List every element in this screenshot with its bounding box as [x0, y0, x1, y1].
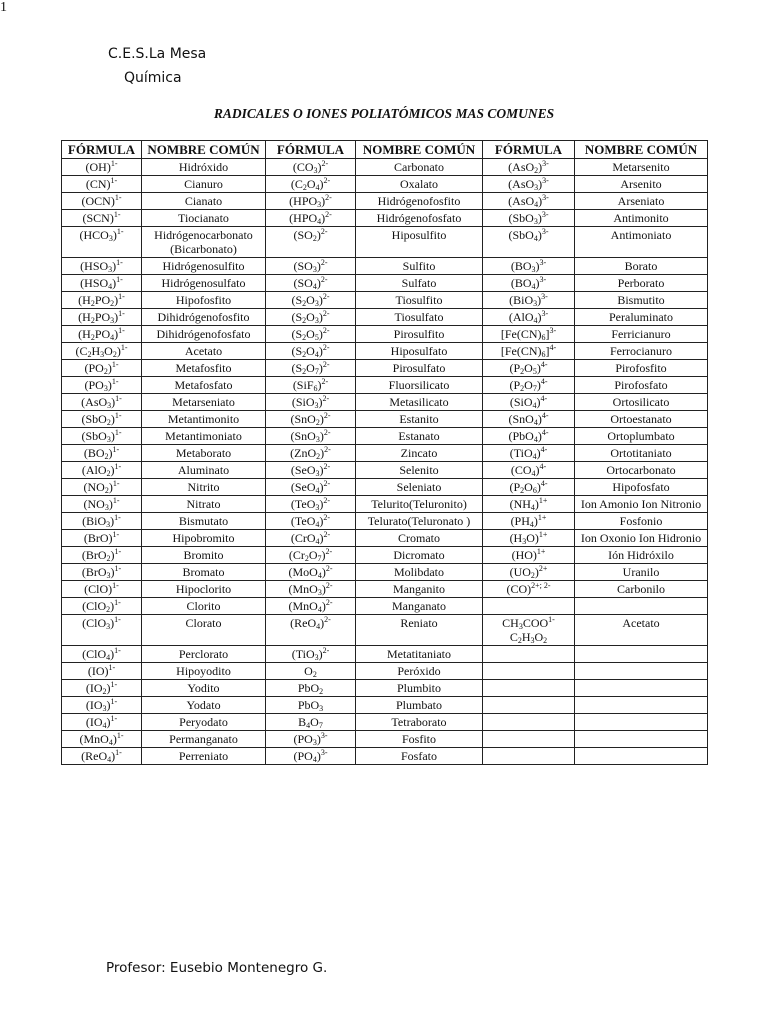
table-row [62, 176, 708, 193]
table-row [62, 564, 708, 581]
table-row [62, 697, 708, 714]
common-name-cell: Metarsenito [575, 159, 708, 176]
table-row [62, 275, 708, 292]
formula-cell: $(AlO_4)^{3-}$ [483, 309, 575, 326]
formula-cell: $(MnO_4)^{2-}$ [266, 598, 356, 615]
common-name-cell: Zincato [356, 445, 483, 462]
common-name-cell: Manganito [356, 581, 483, 598]
formula-cell: $CH_3COO^{1-}$ $C_2H_3O_2$ [483, 615, 575, 646]
common-name-cell: Pirofosfato [575, 377, 708, 394]
common-name-cell: Manganato [356, 598, 483, 615]
formula-cell: $(SnO_4)^{4-}$ [483, 411, 575, 428]
formula-cell: $(P_2O_7)^{4-}$ [483, 377, 575, 394]
column-header: FÓRMULA [266, 141, 356, 159]
formula-cell: $(TeO_3)^{2-}$ [266, 496, 356, 513]
table-row [62, 210, 708, 227]
common-name-cell: Sulfito [356, 258, 483, 275]
common-name-cell: Estanito [356, 411, 483, 428]
table-row [62, 680, 708, 697]
common-name-cell: Metantimonito [142, 411, 266, 428]
common-name-cell: Bromato [142, 564, 266, 581]
formula-cell: (OH)$^{1-}$ [62, 159, 142, 176]
formula-cell: PbO$_3$ [266, 697, 356, 714]
formula-cell: (HO)$^{1+}$ [483, 547, 575, 564]
common-name-cell: Dicromato [356, 547, 483, 564]
formula-cell: $(HPO_4)^{2-}$ [266, 210, 356, 227]
page-number: 1 [0, 0, 7, 15]
formula-cell: $(HSO_4)^{1-}$ [62, 275, 142, 292]
common-name-cell: Dihidrógenofosfato [142, 326, 266, 343]
formula-cell: $(H_2PO_4)^{1-}$ [62, 326, 142, 343]
common-name-cell: Ortosilicato [575, 394, 708, 411]
formula-cell: $(SiO_3)^{2-}$ [266, 394, 356, 411]
formula-cell: $(PbO_4)^{4-}$ [483, 428, 575, 445]
common-name-cell: Hidrógenofosfato [356, 210, 483, 227]
formula-cell [483, 748, 575, 765]
formula-cell: $(AsO_3)^{3-}$ [483, 176, 575, 193]
common-name-cell: Perclorato [142, 646, 266, 663]
table-row [62, 258, 708, 275]
table-row [62, 615, 708, 646]
table-row [62, 428, 708, 445]
common-name-cell: Hipobromito [142, 530, 266, 547]
table-row [62, 445, 708, 462]
formula-cell: $(IO_2)^{1-}$ [62, 680, 142, 697]
formula-cell: $(BrO_3)^{1-}$ [62, 564, 142, 581]
table-row [62, 513, 708, 530]
common-name-cell: Hipoclorito [142, 581, 266, 598]
common-name-cell [575, 714, 708, 731]
common-name-cell: Dihidrógenofosfito [142, 309, 266, 326]
formula-cell: $(MoO_4)^{2-}$ [266, 564, 356, 581]
common-name-cell: Metatitaniato [356, 646, 483, 663]
common-name-cell: Ion Oxonio Ion Hidronio [575, 530, 708, 547]
common-name-cell: Hidróxido [142, 159, 266, 176]
common-name-cell: Hidrógenosulfato [142, 275, 266, 292]
table-row [62, 530, 708, 547]
formula-cell: $(SiF_6)^{2-}$ [266, 377, 356, 394]
table-row [62, 479, 708, 496]
common-name-cell [575, 663, 708, 680]
formula-cell: $(PO_3)^{3-}$ [266, 731, 356, 748]
common-name-cell: Cromato [356, 530, 483, 547]
formula-cell: (CN)$^{1-}$ [62, 176, 142, 193]
common-name-cell: Peróxido [356, 663, 483, 680]
formula-cell: $[Fe(CN)_6]^{4-}$ [483, 343, 575, 360]
common-name-cell: Bromito [142, 547, 266, 564]
formula-cell: $(SbO_3)^{3-}$ [483, 210, 575, 227]
common-name-cell [575, 748, 708, 765]
common-name-cell: Hidrógenofosfito [356, 193, 483, 210]
table-row [62, 663, 708, 680]
formula-cell: (ClO)$^{1-}$ [62, 581, 142, 598]
table-row [62, 496, 708, 513]
common-name-cell: Ion Amonio Ion Nitronio [575, 496, 708, 513]
common-name-cell: Metafosfito [142, 360, 266, 377]
formula-cell: $(IO_4)^{1-}$ [62, 714, 142, 731]
table-row [62, 748, 708, 765]
common-name-cell: Hidrógenocarbonato (Bicarbonato) [142, 227, 266, 258]
common-name-cell: Nitrito [142, 479, 266, 496]
common-name-cell: Arseniato [575, 193, 708, 210]
formula-cell: $(SbO_3)^{1-}$ [62, 428, 142, 445]
common-name-cell: Pirosulfato [356, 360, 483, 377]
table-row [62, 377, 708, 394]
table-row [62, 411, 708, 428]
common-name-cell: Permanganato [142, 731, 266, 748]
formula-cell [483, 714, 575, 731]
common-name-cell: Peryodato [142, 714, 266, 731]
formula-cell: $(S_2O_5)^{2-}$ [266, 326, 356, 343]
common-name-cell: Sulfato [356, 275, 483, 292]
common-name-cell: Antimoniato [575, 227, 708, 258]
common-name-cell: Acetato [575, 615, 708, 646]
table-row [62, 292, 708, 309]
common-name-cell: Perborato [575, 275, 708, 292]
common-name-cell [575, 731, 708, 748]
formula-cell: $(TiO_4)^{4-}$ [483, 445, 575, 462]
formula-cell: $(SeO_4)^{2-}$ [266, 479, 356, 496]
formula-cell [483, 697, 575, 714]
formula-cell: $(UO_2)^{2+}$ [483, 564, 575, 581]
common-name-cell: Clorato [142, 615, 266, 646]
common-name-cell: Pirofosfito [575, 360, 708, 377]
common-name-cell: Bismutato [142, 513, 266, 530]
formula-cell: (IO)$^{1-}$ [62, 663, 142, 680]
common-name-cell: Fosfonio [575, 513, 708, 530]
formula-cell: $(S_2O_3)^{2-}$ [266, 292, 356, 309]
common-name-cell: Fluorsilicato [356, 377, 483, 394]
formula-cell: $(BrO_2)^{1-}$ [62, 547, 142, 564]
formula-cell: $(ClO_3)^{1-}$ [62, 615, 142, 646]
subject-name: Química [124, 70, 182, 86]
common-name-cell: Fosfato [356, 748, 483, 765]
formula-cell: (SCN)$^{1-}$ [62, 210, 142, 227]
table-row [62, 360, 708, 377]
teacher-name: Profesor: Eusebio Montenegro G. [106, 960, 328, 976]
formula-cell: $(P_2O_6)^{4-}$ [483, 479, 575, 496]
formula-cell: $(SnO_3)^{2-}$ [266, 428, 356, 445]
common-name-cell: Seleniato [356, 479, 483, 496]
table-row [62, 159, 708, 176]
common-name-cell: Telurito(Teluronito) [356, 496, 483, 513]
common-name-cell: Ferrocianuro [575, 343, 708, 360]
common-name-cell: Hipofosfito [142, 292, 266, 309]
common-name-cell: Tiosulfato [356, 309, 483, 326]
formula-cell: $(MnO_3)^{2-}$ [266, 581, 356, 598]
table-row [62, 598, 708, 615]
table-row [62, 731, 708, 748]
formula-cell: $(PH_4)^{1+}$ [483, 513, 575, 530]
formula-cell: $(SO_4)^{2-}$ [266, 275, 356, 292]
common-name-cell: Reniato [356, 615, 483, 646]
formula-cell: $(IO_3)^{1-}$ [62, 697, 142, 714]
formula-cell: $(BO_3)^{3-}$ [483, 258, 575, 275]
formula-cell: (CO)$^{2+; 2-}$ [483, 581, 575, 598]
formula-cell: $(CrO_4)^{2-}$ [266, 530, 356, 547]
table-row [62, 309, 708, 326]
formula-cell: $(ClO_2)^{1-}$ [62, 598, 142, 615]
formula-cell: $(SiO_4)^{4-}$ [483, 394, 575, 411]
formula-cell [483, 680, 575, 697]
formula-cell: $(PO_4)^{3-}$ [266, 748, 356, 765]
common-name-cell [575, 598, 708, 615]
common-name-cell: Antimonito [575, 210, 708, 227]
common-name-cell: Fosfito [356, 731, 483, 748]
common-name-cell [575, 646, 708, 663]
common-name-cell: Ortoestanato [575, 411, 708, 428]
formula-cell: $(BiO_3)^{1-}$ [62, 513, 142, 530]
formula-cell: $(SO_3)^{2-}$ [266, 258, 356, 275]
common-name-cell: Pirosulfito [356, 326, 483, 343]
formula-cell: $(SnO_2)^{2-}$ [266, 411, 356, 428]
table-row [62, 547, 708, 564]
formula-cell [483, 646, 575, 663]
formula-cell: $(SbO_4)^{3-}$ [483, 227, 575, 258]
common-name-cell: Ortocarbonato [575, 462, 708, 479]
column-header: NOMBRE COMÚN [142, 141, 266, 159]
formula-cell: $(P_2O_5)^{4-}$ [483, 360, 575, 377]
common-name-cell: Borato [575, 258, 708, 275]
common-name-cell: Hipoyodito [142, 663, 266, 680]
table-body [62, 159, 708, 765]
formula-cell: $[Fe(CN)_6]^{3-}$ [483, 326, 575, 343]
common-name-cell: Cianato [142, 193, 266, 210]
common-name-cell: Nitrato [142, 496, 266, 513]
formula-cell: $(NH_4)^{1+}$ [483, 496, 575, 513]
formula-cell [483, 598, 575, 615]
formula-cell [483, 663, 575, 680]
formula-cell: (BrO)$^{1-}$ [62, 530, 142, 547]
common-name-cell [575, 680, 708, 697]
formula-cell: $(CO_3)^{2-}$ [266, 159, 356, 176]
formula-cell: PbO$_2$ [266, 680, 356, 697]
formula-cell: $(Cr_2O_7)^{2-}$ [266, 547, 356, 564]
formula-cell: $(C_2O_4)^{2-}$ [266, 176, 356, 193]
formula-cell [483, 731, 575, 748]
formula-cell: $(AsO_4)^{3-}$ [483, 193, 575, 210]
table-row [62, 462, 708, 479]
formula-cell: $(HPO_3)^{2-}$ [266, 193, 356, 210]
table-row [62, 227, 708, 258]
formula-cell: $(TiO_3)^{2-}$ [266, 646, 356, 663]
common-name-cell: Tiocianato [142, 210, 266, 227]
formula-cell: $(ZnO_2)^{2-}$ [266, 445, 356, 462]
column-header: FÓRMULA [483, 141, 575, 159]
common-name-cell: Oxalato [356, 176, 483, 193]
common-name-cell [575, 697, 708, 714]
common-name-cell: Metarseniato [142, 394, 266, 411]
formula-cell: $(AsO_2)^{3-}$ [483, 159, 575, 176]
formula-cell: $(NO_2)^{1-}$ [62, 479, 142, 496]
formula-cell: $(H_3O)^{1+}$ [483, 530, 575, 547]
formula-cell: $(HSO_3)^{1-}$ [62, 258, 142, 275]
formula-cell: $(C_2H_3O_2)^{1-}$ [62, 343, 142, 360]
formula-cell: $(SbO_2)^{1-}$ [62, 411, 142, 428]
common-name-cell: Carbonilo [575, 581, 708, 598]
formula-cell: $(AlO_2)^{1-}$ [62, 462, 142, 479]
formula-cell: $(SO_2)^{2-}$ [266, 227, 356, 258]
formula-cell: $(BO_4)^{3-}$ [483, 275, 575, 292]
formula-cell: $(NO_3)^{1-}$ [62, 496, 142, 513]
formula-cell: $O_2$ [266, 663, 356, 680]
table-row [62, 646, 708, 663]
table-row [62, 193, 708, 210]
common-name-cell: Estanato [356, 428, 483, 445]
formula-cell: $(ReO_4)^{1-}$ [62, 748, 142, 765]
formula-cell: $(SeO_3)^{2-}$ [266, 462, 356, 479]
formula-cell: $(TeO_4)^{2-}$ [266, 513, 356, 530]
common-name-cell: Telurato(Teluronato ) [356, 513, 483, 530]
common-name-cell: Tiosulfito [356, 292, 483, 309]
formula-cell: $(S_2O_7)^{2-}$ [266, 360, 356, 377]
formula-cell: $(ClO_4)^{1-}$ [62, 646, 142, 663]
common-name-cell: Bismutito [575, 292, 708, 309]
formula-cell: $(AsO_3)^{1-}$ [62, 394, 142, 411]
common-name-cell: Metantimoniato [142, 428, 266, 445]
table-row [62, 394, 708, 411]
table-row [62, 714, 708, 731]
formula-cell: $(H_2PO_3)^{1-}$ [62, 309, 142, 326]
column-header: FÓRMULA [62, 141, 142, 159]
common-name-cell: Peraluminato [575, 309, 708, 326]
common-name-cell: Hiposulfito [356, 227, 483, 258]
common-name-cell: Plumbato [356, 697, 483, 714]
formula-cell: $(S_2O_4)^{2-}$ [266, 343, 356, 360]
common-name-cell: Acetato [142, 343, 266, 360]
formula-cell: $(BO_2)^{1-}$ [62, 445, 142, 462]
table-row [62, 326, 708, 343]
ions-table [61, 140, 708, 765]
common-name-cell: Hidrógenosulfito [142, 258, 266, 275]
common-name-cell: Molibdato [356, 564, 483, 581]
common-name-cell: Metafosfato [142, 377, 266, 394]
common-name-cell: Ortotitaniato [575, 445, 708, 462]
common-name-cell: Selenito [356, 462, 483, 479]
formula-cell: (OCN)$^{1-}$ [62, 193, 142, 210]
formula-cell: $(H_2PO_2)^{1-}$ [62, 292, 142, 309]
common-name-cell: Yodito [142, 680, 266, 697]
common-name-cell: Ión Hidróxilo [575, 547, 708, 564]
table-row [62, 581, 708, 598]
common-name-cell: Carbonato [356, 159, 483, 176]
common-name-cell: Cianuro [142, 176, 266, 193]
common-name-cell: Hipofosfato [575, 479, 708, 496]
common-name-cell: Perreniato [142, 748, 266, 765]
table-row [62, 343, 708, 360]
formula-cell: $(ReO_4)^{2-}$ [266, 615, 356, 646]
formula-cell: $(HCO_3)^{1-}$ [62, 227, 142, 258]
common-name-cell: Hiposulfato [356, 343, 483, 360]
common-name-cell: Metaborato [142, 445, 266, 462]
column-header: NOMBRE COMÚN [575, 141, 708, 159]
common-name-cell: Yodato [142, 697, 266, 714]
table-header-row [62, 141, 708, 159]
common-name-cell: Clorito [142, 598, 266, 615]
formula-cell: $(CO_4)^{4-}$ [483, 462, 575, 479]
common-name-cell: Tetraborato [356, 714, 483, 731]
column-header: NOMBRE COMÚN [356, 141, 483, 159]
document-title: RADICALES O IONES POLIATÓMICOS MAS COMUNES [213, 106, 555, 121]
common-name-cell: Metasilicato [356, 394, 483, 411]
school-name: C.E.S.La Mesa [108, 46, 207, 62]
common-name-cell: Aluminato [142, 462, 266, 479]
common-name-cell: Uranilo [575, 564, 708, 581]
formula-cell: $(PO_2)^{1-}$ [62, 360, 142, 377]
common-name-cell: Ortoplumbato [575, 428, 708, 445]
formula-cell: $(S_2O_3)^{2-}$ [266, 309, 356, 326]
common-name-cell: Plumbito [356, 680, 483, 697]
formula-cell: $(PO_3)^{1-}$ [62, 377, 142, 394]
formula-cell: $(MnO_4)^{1-}$ [62, 731, 142, 748]
formula-cell: $B_4O_7$ [266, 714, 356, 731]
common-name-cell: Ferricianuro [575, 326, 708, 343]
formula-cell: $(BiO_3)^{3-}$ [483, 292, 575, 309]
common-name-cell: Arsenito [575, 176, 708, 193]
